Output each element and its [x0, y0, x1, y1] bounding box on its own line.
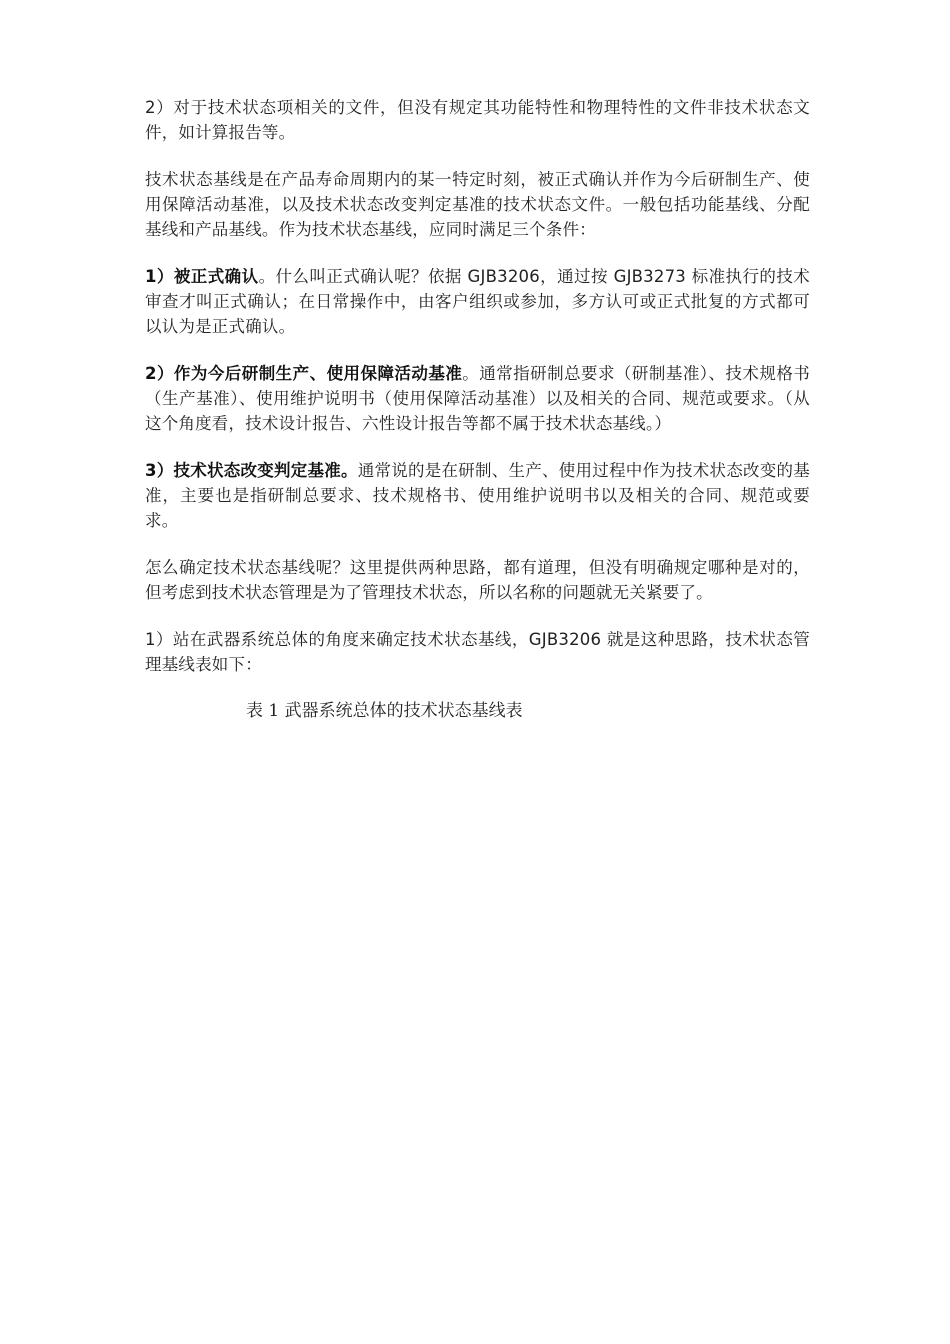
paragraph-text: 2）对于技术状态项相关的文件，但没有规定其功能特性和物理特性的文件非技术状态文件，如计算报告等。	[145, 98, 810, 142]
paragraph-heading: 3）技术状态改变判定基准。	[145, 461, 358, 480]
paragraph-condition-2	[145, 361, 810, 436]
paragraph-text: 。通常指研制总要求（研制基准）、技术规格书（生产基准）、使用维护说明书（使用保障活动基准）以及相关的合同、规范或要求。（从这个角度看，技术设计报告、六性设计报告等都不属于技术状态基线。）	[145, 364, 811, 433]
paragraph-text: 1）站在武器系统总体的角度来确定技术状态基线，GJB3206 就是这种思路，技术状态管理基线表如下：	[145, 630, 810, 674]
paragraph-text: 。什么叫正式确认呢？依据 GJB3206，通过按 GJB3273 标准执行的技术审查才叫正式确认；在日常操作中，由客户组织或参加，多方认可或正式批复的方式都可以认为是正式确认。	[145, 267, 810, 336]
paragraph-condition-1	[145, 264, 810, 339]
paragraph-heading: 1）被正式确认	[145, 267, 259, 286]
paragraph-non-config-docs	[145, 95, 810, 145]
paragraph-baseline-definition	[145, 167, 810, 242]
paragraph-text: 怎么确定技术状态基线呢？这里提供两种思路，都有道理，但没有明确规定哪种是对的，但考虑到技术状态管理是为了管理技术状态，所以名称的问题就无关紧要了。	[145, 558, 810, 602]
paragraph-heading: 2）作为今后研制生产、使用保障活动基准	[145, 364, 463, 383]
paragraph-how-to-determine	[145, 555, 810, 605]
document-body	[145, 95, 810, 724]
paragraph-text: 技术状态基线是在产品寿命周期内的某一特定时刻，被正式确认并作为今后研制生产、使用保障活动基准，以及技术状态改变判定基准的技术状态文件。一般包括功能基线、分配基线和产品基线。作为技术状态基线，应同时满足三个条件：	[145, 170, 810, 239]
table-caption: 表 1 武器系统总体的技术状态基线表	[246, 701, 523, 721]
paragraph-approach-1	[145, 627, 810, 677]
paragraph-text: 通常说的是在研制、生产、使用过程中作为技术状态改变的基准，主要也是指研制总要求、技术规格书、使用维护说明书以及相关的合同、规范或要求。	[145, 461, 810, 530]
paragraph-condition-3	[145, 458, 810, 533]
